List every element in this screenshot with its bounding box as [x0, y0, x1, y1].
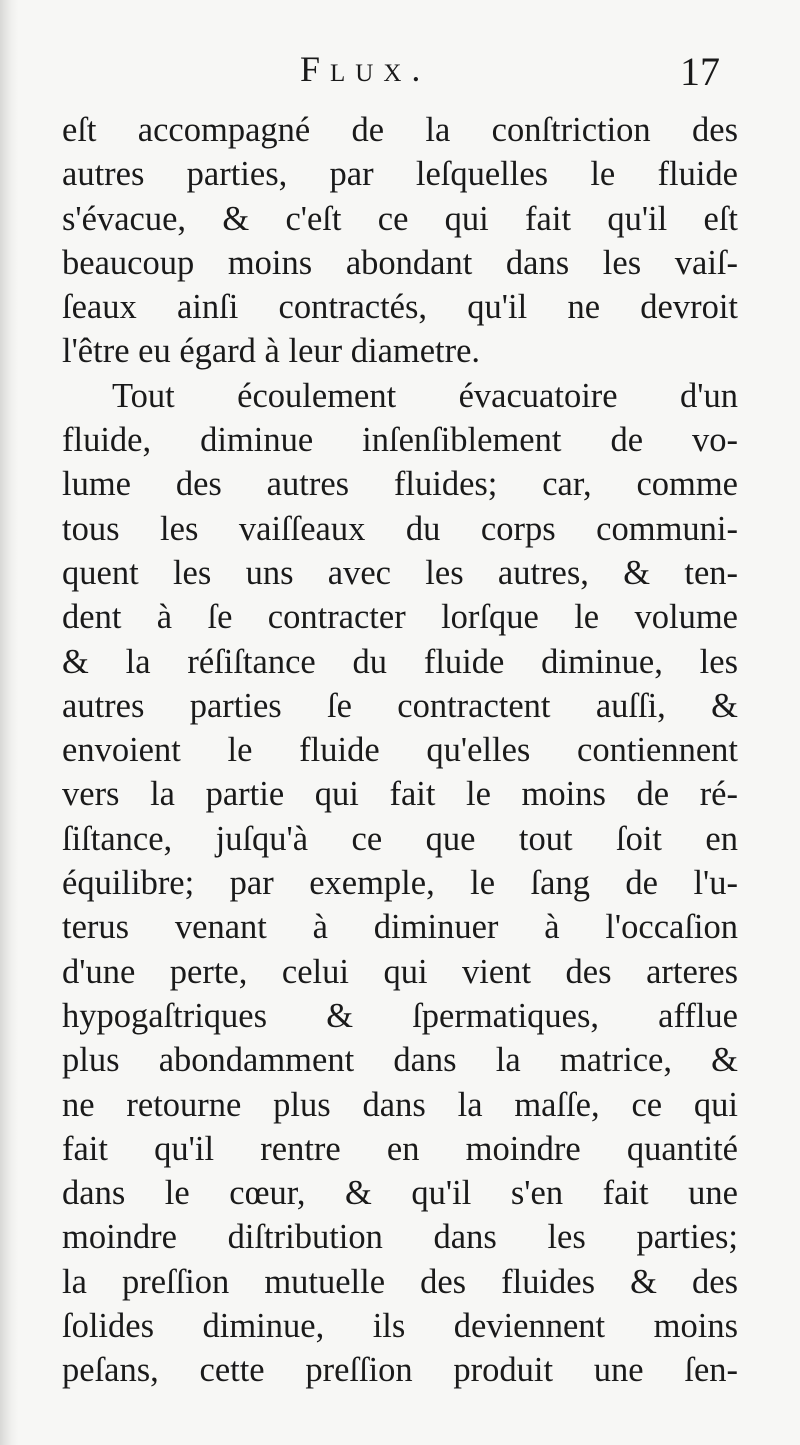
text-line: beaucoup moins abondant dans les vaiſ-	[62, 243, 738, 282]
text-line: lume des autres fluides; car, comme	[62, 465, 738, 504]
text-line: tous les vaiſſeaux du corps communi-	[62, 509, 738, 548]
text-line: dent à ſe contracter lorſque le volume	[62, 598, 738, 637]
text-line: & la réſiſtance du fluide diminue, les	[62, 642, 738, 681]
text-line: fluide, diminue inſenſiblement de vo-	[62, 421, 738, 460]
text-line: s'évacue, & c'eſt ce qui fait qu'il eſt	[62, 199, 738, 238]
running-title: Flux.	[300, 49, 431, 89]
text-line: hypogaſtriques & ſpermatiques, afflue	[62, 996, 738, 1035]
text-line: ſiſtance, juſqu'à ce que tout ſoit en	[62, 819, 738, 858]
text-line: moindre diſtribution dans les parties;	[62, 1218, 738, 1257]
text-line: la preſſion mutuelle des fluides & des	[62, 1262, 738, 1301]
text-line: eſt accompagné de la conſtriction des	[62, 111, 738, 149]
text-line: fait qu'il rentre en moindre quantité	[62, 1129, 738, 1168]
text-line: quent les uns avec les autres, & ten-	[62, 553, 738, 592]
text-line: autres parties, par leſquelles le fluide	[62, 155, 738, 194]
text-line: ne retourne plus dans la maſſe, ce qui	[62, 1085, 738, 1124]
text-line: vers la partie qui fait le moins de ré-	[62, 775, 738, 814]
text-line: Tout écoulement évacuatoire d'un	[112, 376, 738, 415]
text-line: d'une perte, celui qui vient des arteres	[62, 952, 738, 991]
page-header	[0, 48, 800, 108]
text-line: l'être eu égard à leur diametre.	[62, 332, 481, 371]
binding-shadow	[0, 0, 18, 1445]
text-line: équilibre; par exemple, le ſang de l'u-	[62, 864, 738, 903]
text-line: ſolides diminue, ils deviennent moins	[62, 1307, 738, 1346]
text-line: autres parties ſe contractent auſſi, &	[62, 686, 738, 725]
page-number: 17	[680, 49, 720, 94]
text-line: envoient le fluide qu'elles contiennent	[62, 731, 738, 770]
text-line: plus abondamment dans la matrice, &	[62, 1041, 738, 1080]
text-line: peſans, cette preſſion produit une ſen-	[62, 1351, 738, 1390]
body-text	[62, 108, 738, 1393]
text-line: terus venant à diminuer à l'occaſion	[62, 908, 738, 947]
text-line: dans le cœur, & qu'il s'en fait une	[62, 1174, 738, 1213]
text-line: ſeaux ainſi contractés, qu'il ne devroit	[62, 288, 738, 327]
